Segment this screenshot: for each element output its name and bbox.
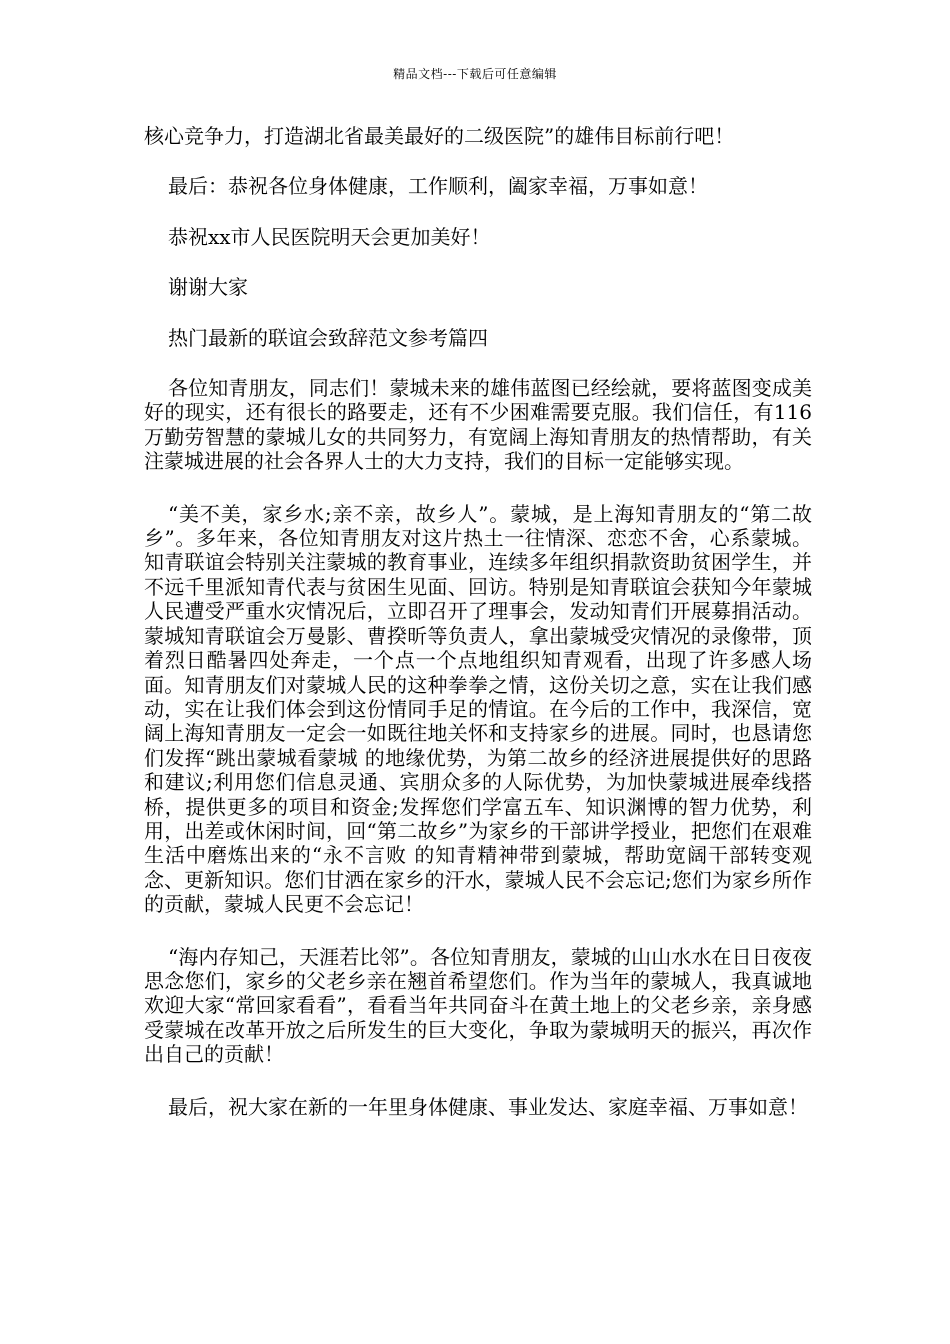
paragraph-closing-wishes: 最后：恭祝各位身体健康，工作顺利，阖家幸福，万事如意！	[168, 174, 708, 199]
paragraph-hospital-wish: 恭祝xx市人民医院明天会更加美好！	[168, 224, 491, 249]
document-body	[144, 124, 812, 1145]
paragraph-final-wishes: 最后，祝大家在新的一年里身体健康、事业发达、家庭幸福、万事如意！	[168, 1094, 808, 1119]
paragraph-welcome: “海内存知己，天涯若比邻”。各位知青朋友，蒙城的山山水水在日日夜夜思念您们，家乡的父老乡亲在翘首希望您们。作为当年的蒙城人，我真诚地欢迎大家“常回家看看”，看看当年共同奋斗在黄土地上的父老乡亲，亲身感受蒙城在改革开放之后所发生的巨大变化，争取为蒙城明天的振兴，再次作出自己的贡献！	[144, 944, 812, 1067]
page-header: 精品文档---下载后可任意编辑	[393, 67, 557, 81]
paragraph-continuation: 核心竞争力，打造湖北省最美最好的二级医院”的雄伟目标前行吧！	[144, 124, 735, 148]
paragraph-intro: 各位知青朋友，同志们！蒙城未来的雄伟蓝图已经绘就，要将蓝图变成美好的现实，还有很长的路要走，还有不少困难需要克服。我们信任，有116万勤劳智慧的蒙城儿女的共同努力，有宽阔上海知青朋友的热情帮助，有关注蒙城进展的社会各界人士的大力支持，我们的目标一定能够实现。	[144, 376, 812, 474]
section-title: 热门最新的联谊会致辞范文参考篇四	[168, 325, 488, 350]
paragraph-hometown: “美不美，家乡水;亲不亲，故乡人”。蒙城，是上海知青朋友的“第二故乡”。多年来，各位知青朋友对这片热土一往情深、恋恋不舍，心系蒙城。知青联谊会特别关注蒙城的教育事业，连续多年组织捐款资助贫困学生，并不远千里派知青代表与贫困生见面、回访。特别是知青联谊会获知今年蒙城人民遭受严重水灾情况后，立即召开了理事会，发动知青们开展募捐活动。蒙城知青联谊会万曼影、曹揆昕等负责人，拿出蒙城受灾情况的录像带，顶着烈日酷暑四处奔走，一个点一个点地组织知青观看，出现了许多感人场面。知青朋友们对蒙城人民的这种拳拳之情，这份关切之意，实在让我们感动，实在让我们体会到这份情同手足的情谊。在今后的工作中，我深信，宽阔上海知青朋友一定会一如既往地关怀和支持家乡的进展。同时，也恳请您们发挥“跳出蒙城看蒙城 的地缘优势，为第二故乡的经济进展提供好的思路和建议;利用您们信息灵通、宾朋众多的人际优势，为加快蒙城进展牵线搭桥，提供更多的项目和资金;发挥您们学富五车、知识渊博的智力优势，利用，出差或休闲时间，回“第二故乡”为家乡的干部讲学授业，把您们在艰难生活中磨炼出来的“永不言败 的知青精神带到蒙城，帮助宽阔干部转变观念、更新知识。您们甘洒在家乡的汗水，蒙城人民不会忘记;您们为家乡所作的贡献，蒙城人民更不会忘记！	[144, 501, 812, 917]
paragraph-thanks: 谢谢大家	[168, 275, 248, 300]
